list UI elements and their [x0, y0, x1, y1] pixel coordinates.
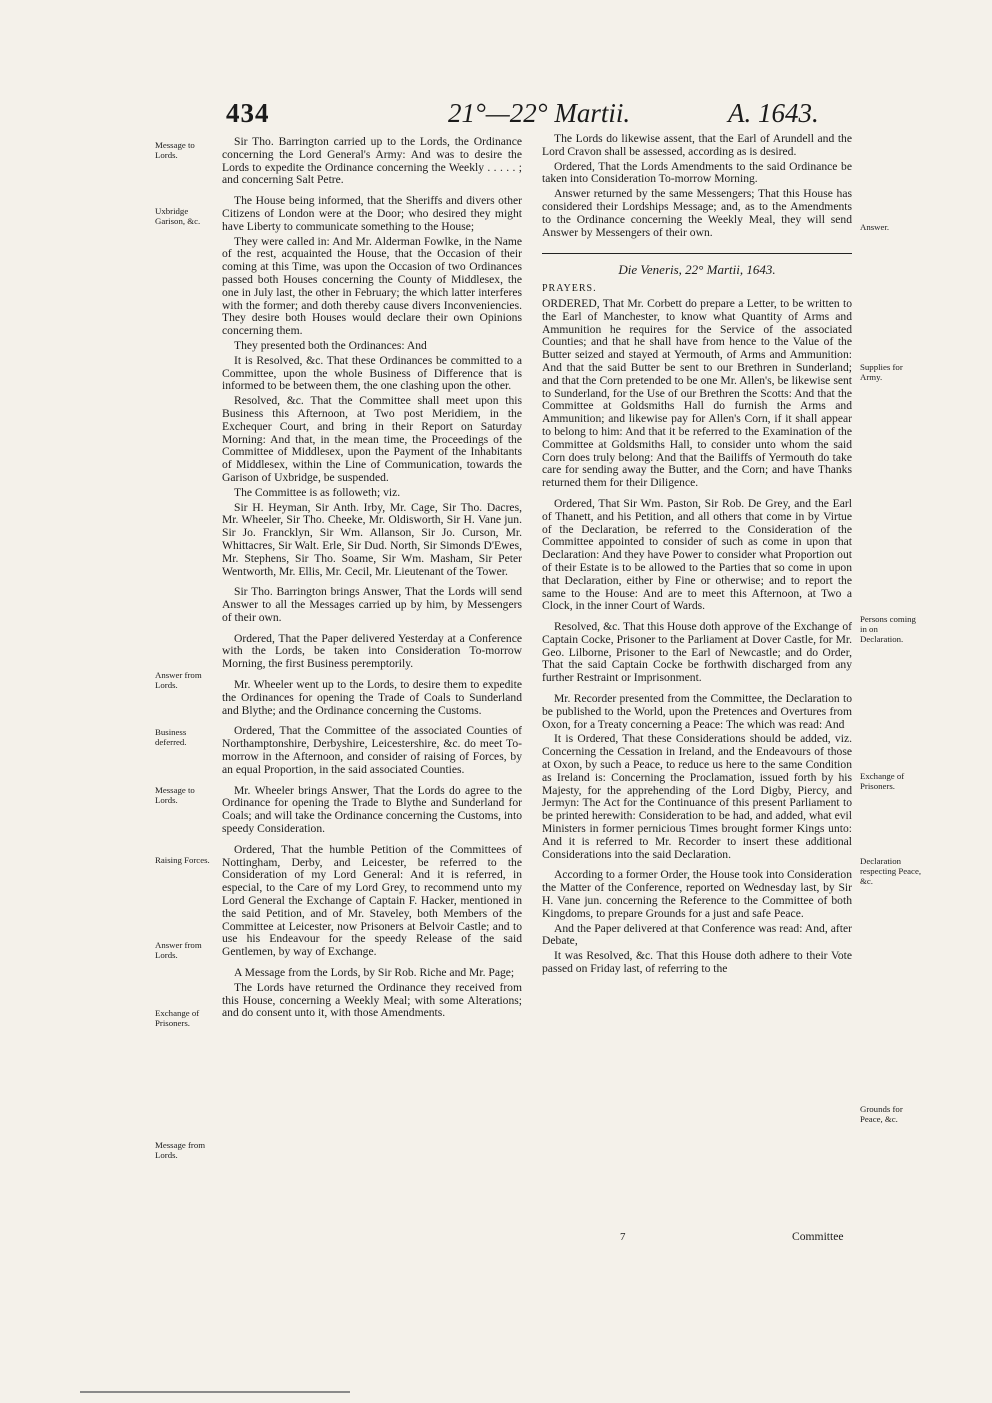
- prayers-label: PRAYERS.: [542, 283, 597, 295]
- margin-note: Declaration respecting Peace, &c.: [860, 856, 922, 886]
- signature-mark: 7: [620, 1231, 626, 1243]
- section-rule: [542, 253, 852, 254]
- paragraph: Sir Tho. Barrington carried up to the Lords, the Ordinance concerning the Lord General's Army: And was to desire the Lords to expedite the Ordinance concerning the Weekly . . . . . ; and concerning Salt Petre.: [222, 135, 522, 187]
- paragraph: ORDERED, That Mr. Corbett do prepare a Letter, to be written to the Earl of Manchester, to know what Quantity of Arms and Ammunition he requires for the Service of the associated Counties; and that he shall have from hence to the Value of the Butter seized and stayed at Yermouth, of Arms and Ammunition: And that the said Butter be sent to our Brethren in Sunderland; and that the Corn pretended to be one Mr. Allen's, be likewise sent to Sunderland, for the Use of our Brethren the Scotts: And that the Committee at Goldsmiths Hall do furnish the Arms and Ammunition; and likewise pay for Allen's Corn, if it shall appear to belong to him: And that it be referred to the Examination of the Committee at Goldsmiths Hall, to consider unto whom the said Corn does truly belong: And that the Bailiffs of Yermouth do take care for sending away the Butter, and the Corn; and have Thanks returned them for their Diligence.: [542, 296, 852, 490]
- paragraph: Ordered, That the Paper delivered Yesterday at a Conference with the Lords, be taken into Consideration To-morrow Morning, the first Business peremptorily.: [222, 631, 522, 671]
- margin-note: Message from Lords.: [155, 1140, 206, 1160]
- paragraph: The House being informed, that the Sheriffs and divers other Citizens of London were at the Door; who desired they might have Liberty to communicate something to the House;: [222, 194, 522, 233]
- paragraph: Sir H. Heyman, Sir Anth. Irby, Mr. Cage, Sir Tho. Dacres, Mr. Wheeler, Sir Tho. Cheeke, Mr. Oldisworth, Sir H. Vane jun. Sir Jo. Francklyn, Sir Wm. Allanson, Sir Jo. Curson, Mr. Whittacres, Sir Walt. Erle, Sir Dud. North, Sir Simonds D'Ewes, Mr. Stephens, Sir Tho. Soame, Sir Wm. Masham, Sir Peter Wentworth, Mr. Ellis, Mr. Cecil, Mr. Lieutenant of the Tower.: [222, 500, 522, 578]
- left-column: [222, 136, 522, 1020]
- paragraph: Sir Tho. Barrington brings Answer, That the Lords will send Answer to all the Messages carried up by him, by Messengers of their own.: [222, 585, 522, 624]
- paragraph: It is Ordered, That these Considerations should be added, viz. Concerning the Cessation in Ireland, and the Endeavours of those at Oxon, by such a Peace, to reduce us here to the same Condition as Ireland is: Concerning the Proclamation, issued forth by his Majesty, for the apprehending of the Lord Digby, Piercy, and Jermyn: The Act for the Continuance of this present Parliament to be printed herewith: Consideration to be had, and added, what evil Ministers in former pernicious Times brought former Kings unto: And it is referred to Mr. Recorder to insert these additional Considerations into the said Declaration.: [542, 732, 852, 861]
- margin-note: Answer from Lords.: [155, 670, 202, 690]
- margin-note: Exchange of Prisoners.: [860, 771, 905, 791]
- margin-note: Message to Lords.: [155, 785, 195, 805]
- margin-note: Answer from Lords.: [155, 940, 202, 960]
- paragraph: It is Resolved, &c. That these Ordinances be committed to a Committee, upon the whole Business of Difference that is informed to be between them, the one clashing upon the other.: [222, 353, 522, 393]
- catchword: Committee: [792, 1230, 844, 1243]
- paragraph: They were called in: And Mr. Alderman Fowlke, in the Name of the rest, acquainted the House, that the Occasion of their coming at this Time, was upon the Occasion of two Ordinances passed both Houses concerning the County of Middlesex, the one in July last, the other in February; the which latter interferes with the former; and doth thereby cause divers Inconveniencies. They desire both Houses would declare their own Opinions concerning them.: [222, 234, 522, 338]
- margin-note: Raising Forces.: [155, 855, 210, 865]
- paragraph: They presented both the Ordinances: And: [234, 338, 427, 352]
- right-column: [542, 133, 852, 976]
- paragraph: Ordered, That the Lords Amendments to the said Ordinance be taken into Consideration To-morrow Morning.: [542, 159, 852, 186]
- margin-note: Grounds for Peace, &c.: [860, 1104, 903, 1124]
- paragraph: A Message from the Lords, by Sir Rob. Riche and Mr. Page;: [234, 966, 515, 980]
- paragraph: Resolved, &c. That this House doth approve of the Exchange of Captain Cocke, Prisoner to the Parliament at Dover Castle, for Mr. Geo. Lilborne, Prisoner to the Earl of Newcastle; and do Order, That the said Captain Cocke be forthwith discharged from any further Restraint or Imprisonment.: [542, 620, 852, 685]
- section-heading: Die Veneris, 22° Martii, 1643.: [618, 262, 776, 278]
- running-head-year: A. 1643.: [728, 98, 819, 128]
- margin-note: Answer.: [860, 222, 890, 232]
- paragraph: The Lords do likewise assent, that the Earl of Arundell and the Lord Cravon shall be assessed, according as is desired.: [542, 132, 852, 158]
- margin-note: Business deferred.: [155, 727, 187, 747]
- paragraph: Resolved, &c. That the Committee shall meet upon this Business this Afternoon, at Two post Meridiem, in the Exchequer Court, and bring in their Report on Saturday Morning: And that, in the mean time, the Proceedings of the Committee of Middlesex, upon the Payment of the Inhabitants of Middlesex, within the Line of Communication, towards the Garison of Uxbridge, be suspended.: [222, 394, 522, 484]
- margin-note: Message to Lords.: [155, 140, 195, 160]
- paragraph: Ordered, That Sir Wm. Paston, Sir Rob. De Grey, and the Earl of Thanett, and his Petition, and all others that come in by Virtue of the Declaration, be referred to the Consideration of the Committee appointed to consider of such as come in upon that Declaration: And they have Power to consider what Proportion out of their Estate is to be allowed to the Parties that so come in upon that Declaration, either by Fine or otherwise; and to report the same to the House: And are to meet this Afternoon, at Two a Clock, in the inner Court of Wards.: [542, 496, 852, 613]
- running-head-date: 21°—22° Martii.: [448, 98, 631, 128]
- page-number: 434: [226, 98, 270, 128]
- paragraph: And the Paper delivered at that Conference was read: And, after Debate,: [542, 921, 852, 948]
- page-edge: [80, 1391, 350, 1393]
- paragraph: Answer returned by the same Messengers; That this House has considered their Lordships Message; and, as to the Amendments to the Ordinance concerning the Weekly Meal, they will send Answer by Messengers of their own.: [542, 187, 852, 239]
- margin-note: Persons coming in on Declaration.: [860, 614, 916, 644]
- paragraph: Mr. Wheeler went up to the Lords, to desire them to expedite the Ordinances for opening the Trade of Coals to Sunderland and Blythe; and the Ordinance concerning the Customs.: [222, 678, 522, 717]
- margin-note: Supplies for Army.: [860, 362, 903, 382]
- paragraph: It was Resolved, &c. That this House doth adhere to their Vote passed on Friday last, of referring to the: [542, 949, 852, 976]
- paragraph: Ordered, That the humble Petition of the Committees of Nottingham, Derby, and Leicester, be referred to the Consideration of my Lord General: And it is referred, in especial, to the Care of my Lord Grey, to recommend unto my Lord General the Exchange of Captain F. Hacker, mentioned in the said Petition, and of Mr. Staveley, both Members of the Committee at Leicester, now Prisoners at Belvoir Castle; and to use his Endeavour for the speedy Release of the said Gentlemen, by way of Exchange.: [222, 842, 522, 959]
- paragraph: The Lords have returned the Ordinance they received from this House, concerning a Weekly Meal; with some Alterations; and do consent unto it, with those Amendments.: [222, 980, 522, 1020]
- paragraph: Mr. Wheeler brings Answer, That the Lords do agree to the Ordinance for opening the Trade to Blythe and Sunderland for Coals; and will take the Ordinance concerning the Customs, into speedy Consideration.: [222, 783, 522, 836]
- paragraph: According to a former Order, the House took into Consideration the Matter of the Conference, reported on Wednesday last, by Sir H. Vane jun. concerning the Reference to the Committee of both Kingdoms, to prepare Grounds for a just and safe Peace.: [542, 868, 852, 920]
- margin-note: Exchange of Prisoners.: [155, 1008, 200, 1028]
- margin-note: Uxbridge Garison, &c.: [155, 206, 201, 226]
- paragraph: The Committee is as followeth; viz.: [234, 485, 401, 499]
- paragraph: Ordered, That the Committee of the associated Counties of Northamptonshire, Derbyshire, Leicestershire, &c. do meet To-morrow in the Afternoon, and consider of raising of Forces, by an equal Proportion, in the said associated Counties.: [222, 724, 522, 776]
- paragraph: Mr. Recorder presented from the Committee, the Declaration to be published to the World, upon the Pretences and Overtures from Oxon, for a Treaty concerning a Peace: The which was read: And: [542, 692, 852, 731]
